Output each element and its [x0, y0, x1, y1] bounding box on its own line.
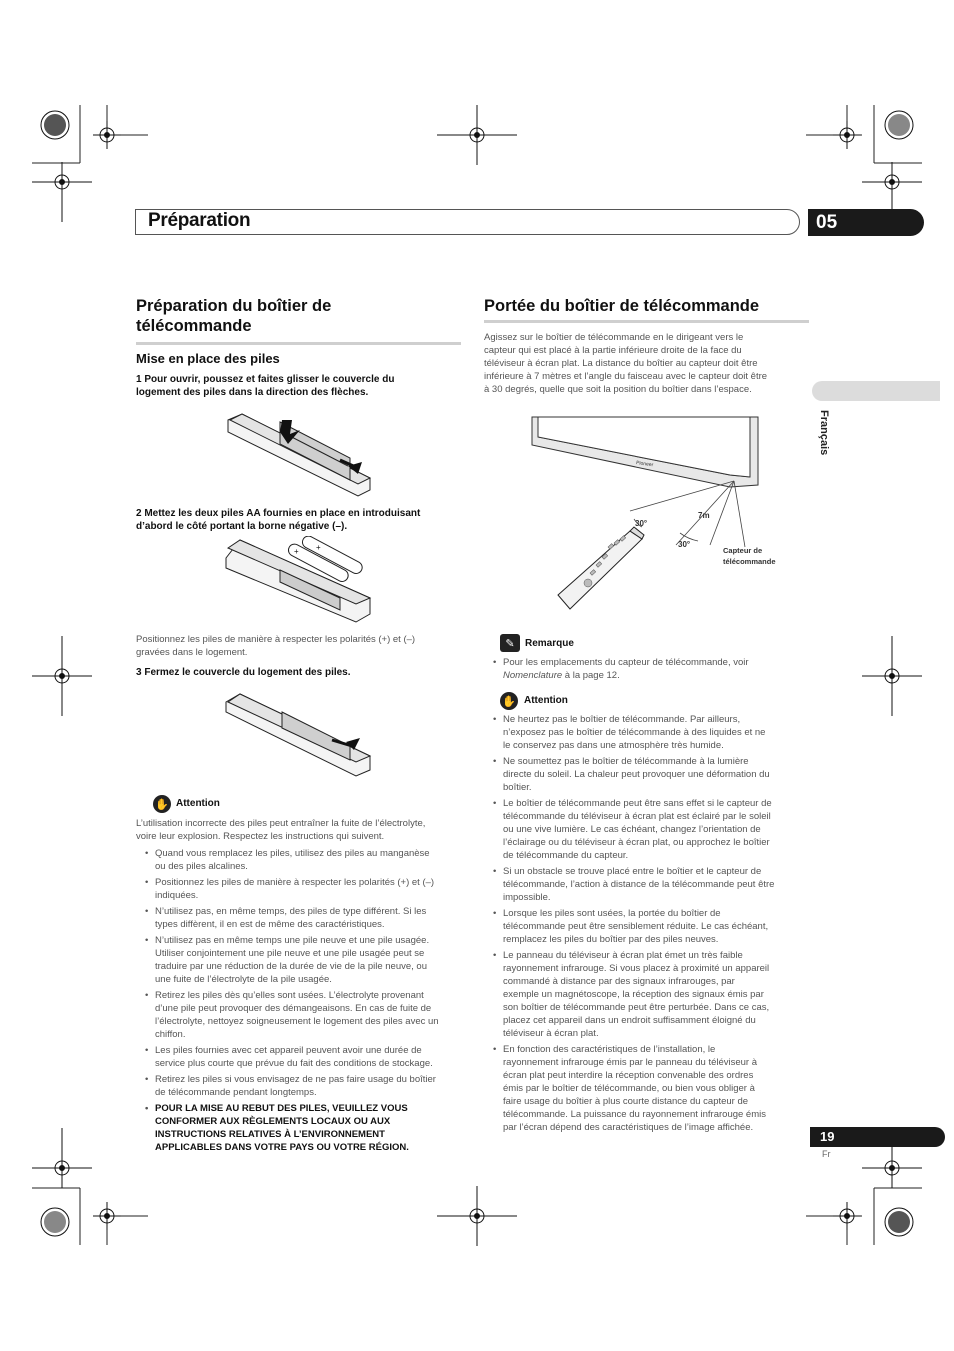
step-line: 2 Mettez les deux piles AA fournies en place en introduisant	[136, 508, 421, 519]
step-line: d’abord le côté portant la borne négative (–).	[136, 521, 348, 532]
page-language: Fr	[822, 1149, 831, 1159]
sensor-label-line: Capteur de	[723, 546, 763, 555]
section-heading-preparation	[136, 296, 461, 336]
attention-icon: ✋	[500, 692, 518, 710]
attention-label: Attention	[176, 798, 220, 809]
text-line: capteur qui est placé à la partie inférieure droite de la face du	[484, 345, 742, 356]
list-item: • N’utilisez pas en même temps une pile neuve et une pile usagée. Utiliser conjointement une pile neuve et une pile usagée peut se traduire par une réduction de la durée de vie de la pile neuve, ou une fuite de l’électrolyte de la pile usagée.	[145, 934, 463, 986]
sensor-label-line: télécommande	[723, 557, 776, 566]
section-heading-range: Portée du boîtier de télécommande	[484, 297, 760, 315]
angle-top-label: 30°	[635, 519, 648, 528]
list-item: • Retirez les piles dès qu’elles sont usées. L’électrolyte provenant d’une pile peut provoquer des démangeaisons. En cas de fuite de l’électrolyte, nettoyez soigneusement le logement des piles avec un chiffon.	[145, 989, 463, 1041]
list-item: • Pour les emplacements du capteur de télécommande, voir Nomenclature à la page 12.	[493, 656, 813, 682]
attention-intro	[136, 817, 466, 843]
remote-caution-list	[493, 713, 818, 1137]
list-item: • Si un obstacle se trouve placé entre le boîtier et le capteur de télécommande, l’action à distance de la télécommande peut être impossible.	[493, 865, 818, 904]
text-line: téléviseur à écran plat. La distance du boîtier au capteur doit être	[484, 358, 758, 369]
step-2	[136, 507, 461, 533]
list-item: • Retirez les piles si vous envisagez de ne pas faire usage du boîtier de télécommande pendant longtemps.	[145, 1073, 463, 1099]
text-line: L’utilisation incorrecte des piles peut entraîner la fuite de l’électrolyte,	[136, 818, 426, 829]
list-item: • Lorsque les piles sont usées, la portée du boîtier de télécommande peut être sensiblement réduite. Le cas échéant, remplacez les piles du boîtier par des piles neuves.	[493, 907, 818, 946]
remote-range-diagram	[530, 415, 780, 615]
polarity-note	[136, 633, 461, 659]
list-item: • En fonction des caractéristiques de l’installation, le rayonnement infrarouge émis par le panneau du téléviseur à écran plat peut interdire la réception convenable des ordres émis par le boîtier de télécommande, ou bien vous obliger à faire usage du boîtier à plus courte distance du capteur de télécommande. La puissance du rayonnement infrarouge émis par l’écran dépend des caractéristiques de l’image affichée.	[493, 1043, 818, 1134]
text-line: inférieure à 7 mètres et l’angle du faisceau avec le capteur doit être	[484, 371, 768, 382]
remark-label: Remarque	[525, 638, 574, 649]
remote-batteries-illustration	[220, 536, 380, 628]
list-item: • Le boîtier de télécommande peut être sans effet si le capteur de télécommande du téléviseur à écran plat est éclairé par le soleil ou une vive lumière. Le cas échéant, changez l’orientation de l’éclairage ou du téléviseur à écran plat, ou approchez le boîtier de télécommande du capteur.	[493, 797, 818, 862]
list-item: • Positionnez les piles de manière à respecter les polarités (+) et (–) indiquées.	[145, 876, 463, 902]
list-item: • Quand vous remplacez les piles, utilisez des piles au manganèse ou des piles alcalines.	[145, 847, 463, 873]
list-item-disposal: • POUR LA MISE AU REBUT DES PILES, VEUILLEZ VOUS CONFORMER AUX RÈGLEMENTS LOCAUX OU AUX INSTRUCTIONS RELATIVES À L’ENVIRONNEMENT APPLICABLES DANS VOTRE PAYS OU VOTRE RÉGION.	[145, 1102, 463, 1154]
text-line: Positionnez les piles de manière à respecter les polarités (+) et (–)	[136, 634, 416, 645]
page-reference: à la page 12.	[562, 670, 620, 681]
text-line: Agissez sur le boîtier de télécommande en le dirigeant vers le	[484, 332, 744, 343]
subheading-batteries: Mise en place des piles	[136, 351, 280, 366]
text-line: à 30 degrés, quelle que soit la position du boîtier dans l’espace.	[484, 384, 752, 395]
chapter-number: 05	[808, 209, 924, 236]
list-item: • Les piles fournies avec cet appareil peuvent avoir une durée de service plus courte que prévue du fait des conditions de stockage.	[145, 1044, 463, 1070]
text-line: voire leur explosion. Respectez les instructions qui suivent.	[136, 831, 385, 842]
svg-text:+: +	[316, 543, 321, 552]
step-1	[136, 373, 461, 399]
page-title: Préparation	[148, 210, 251, 231]
language-tab	[812, 381, 940, 401]
text-line: gravées dans le logement.	[136, 647, 248, 658]
step-line: 1 Pour ouvrir, poussez et faites glisser le couvercle du	[136, 374, 395, 385]
list-item: • Ne soumettez pas le boîtier de télécommande à la lumière directe du soleil. La chaleur peut provoquer une déformation du boîtier.	[493, 755, 818, 794]
list-item: • N’utilisez pas, en même temps, des piles de type différent. Si les types diffèrent, il en est de même des caractéristiques.	[145, 905, 463, 931]
remark-list	[493, 656, 813, 685]
angle-bottom-label: 30°	[678, 540, 691, 549]
list-item: • Le panneau du téléviseur à écran plat émet un très faible rayonnement infrarouge. Si vous placez à proximité un appareil commandé à distance par des signaux infrarouges, par exemple un magnétoscope, la réception des signaux émis par son boîtier de télécommande peut être perturbée. Dans ce cas, placez cet appareil dans un endroit suffisamment éloigné du téléviseur à écran plat.	[493, 949, 818, 1040]
range-intro	[484, 331, 814, 396]
nomenclature-reference: Nomenclature	[503, 670, 563, 681]
remote-close-cover-illustration	[220, 690, 380, 780]
heading-rule	[136, 342, 461, 345]
left-column	[136, 296, 461, 345]
distance-label: 7m	[698, 511, 710, 520]
remote-open-cover-illustration	[220, 408, 380, 500]
list-item: • Ne heurtez pas le boîtier de télécommande. Par ailleurs, n’exposez pas le boîtier de télécommande à des liquides et ne le conservez pas dans une atmosphère très humide.	[493, 713, 818, 752]
heading-line: télécommande	[136, 317, 252, 335]
attention-label: Attention	[524, 695, 568, 706]
language-label: Français	[818, 410, 830, 456]
right-column-heading	[484, 296, 809, 323]
step-3: 3 Fermez le couvercle du logement des piles.	[136, 667, 351, 678]
svg-text:Pioneer: Pioneer	[635, 460, 654, 469]
page-number: 19	[810, 1127, 945, 1147]
attention-icon: ✋	[153, 795, 171, 813]
battery-caution-list	[145, 847, 463, 1157]
remark-icon: ✎	[500, 634, 520, 652]
heading-rule	[484, 320, 809, 323]
step-line: logement des piles dans la direction des flèches.	[136, 387, 369, 398]
svg-text:+: +	[294, 547, 299, 556]
heading-line: Préparation du boîtier de	[136, 297, 332, 315]
